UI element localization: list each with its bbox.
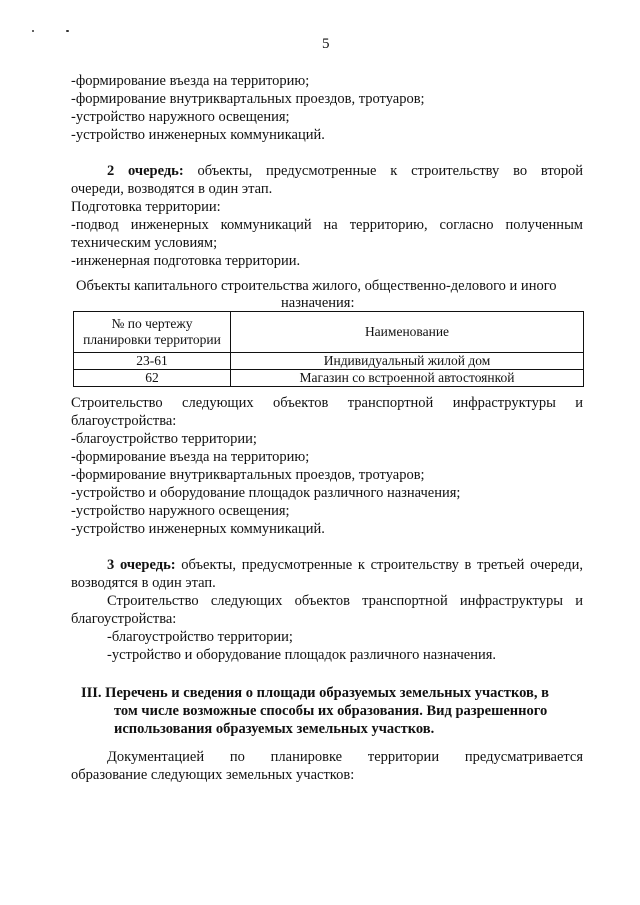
cell-number: 62: [74, 370, 231, 387]
stage2-label: 2 очередь:: [107, 163, 184, 179]
cell-name: Магазин со встроенной автостоянкой: [231, 370, 584, 387]
list-item: -формирование внутриквартальных проездов, тротуаров;: [71, 467, 425, 483]
table-row: [74, 353, 584, 370]
stage3-item2: -устройство и оборудование площадок различного назначения.: [107, 647, 497, 663]
list-item: -устройство наружного освещения;: [71, 109, 290, 125]
list-item: -устройство наружного освещения;: [71, 503, 290, 519]
cell-name: Индивидуальный жилой дом: [231, 353, 584, 370]
stage2-paragraph-line2: очереди, возводятся в один этап.: [71, 181, 273, 197]
list-item: -устройство инженерных коммуникаций.: [71, 521, 325, 537]
stage2-text: объекты, предусмотренные к строительству во второй: [183, 163, 583, 179]
stage2-item1-line2: техническим условиям;: [71, 235, 218, 251]
stage2-paragraph-line1: [71, 162, 583, 180]
table-header-row: [74, 312, 584, 353]
block2-intro-line2: благоустройства:: [71, 413, 177, 429]
stage3-paragraph-line2: возводятся в один этап.: [71, 575, 216, 591]
final-paragraph-line2: образование следующих земельных участков:: [71, 767, 355, 783]
page-number: 5: [322, 36, 330, 52]
header-number-line2: планировки территории: [83, 332, 221, 347]
stage3-intro-line2: благоустройства:: [71, 611, 177, 627]
list-item: -формирование въезда на территорию;: [71, 449, 310, 465]
table-caption-line1: Объекты капитального строительства жилого, общественно-делового и иного: [76, 278, 557, 294]
header-cell-number: [74, 312, 231, 353]
stage3-paragraph-line1: [71, 556, 583, 574]
section-heading-line2: том числе возможные способы их образования. Вид разрешенного: [114, 703, 548, 719]
section-heading-line3: использования образуемых земельных участков.: [114, 721, 435, 737]
stage3-intro-line1: Строительство следующих объектов транспортной инфраструктуры и: [107, 593, 583, 609]
block2-intro-line1: Строительство следующих объектов транспортной инфраструктуры и: [71, 395, 583, 411]
header-number-line1: № по чертежу: [111, 316, 193, 331]
scan-speck: [32, 30, 34, 32]
final-paragraph-line1: Документацией по планировке территории предусматривается: [107, 749, 583, 765]
cell-number: 23-61: [74, 353, 231, 370]
list-item: -устройство инженерных коммуникаций.: [71, 127, 325, 143]
table-row: [74, 370, 584, 387]
scan-speck: [66, 30, 69, 32]
header-cell-name: Наименование: [231, 312, 584, 353]
stage3-item1: -благоустройство территории;: [107, 629, 293, 645]
stage3-text: объекты, предусмотренные к строительству в третьей очереди,: [175, 557, 583, 573]
list-item: -благоустройство территории;: [71, 431, 257, 447]
table-caption-line2: назначения:: [281, 295, 355, 311]
stage2-item2: -инженерная подготовка территории.: [71, 253, 301, 269]
section-heading-line1: III. Перечень и сведения о площади образуемых земельных участков, в: [81, 685, 549, 701]
stage3-label: 3 очередь:: [107, 557, 176, 573]
section-heading: [71, 684, 583, 738]
stage2-item1-line1: -подвод инженерных коммуникаций на территорию, согласно полученным: [71, 217, 583, 233]
objects-table: [73, 311, 584, 387]
list-item: -формирование внутриквартальных проездов, тротуаров;: [71, 91, 425, 107]
list-item: -устройство и оборудование площадок различного назначения;: [71, 485, 461, 501]
stage2-prep-title: Подготовка территории:: [71, 199, 221, 215]
list-item: -формирование въезда на территорию;: [71, 73, 310, 89]
